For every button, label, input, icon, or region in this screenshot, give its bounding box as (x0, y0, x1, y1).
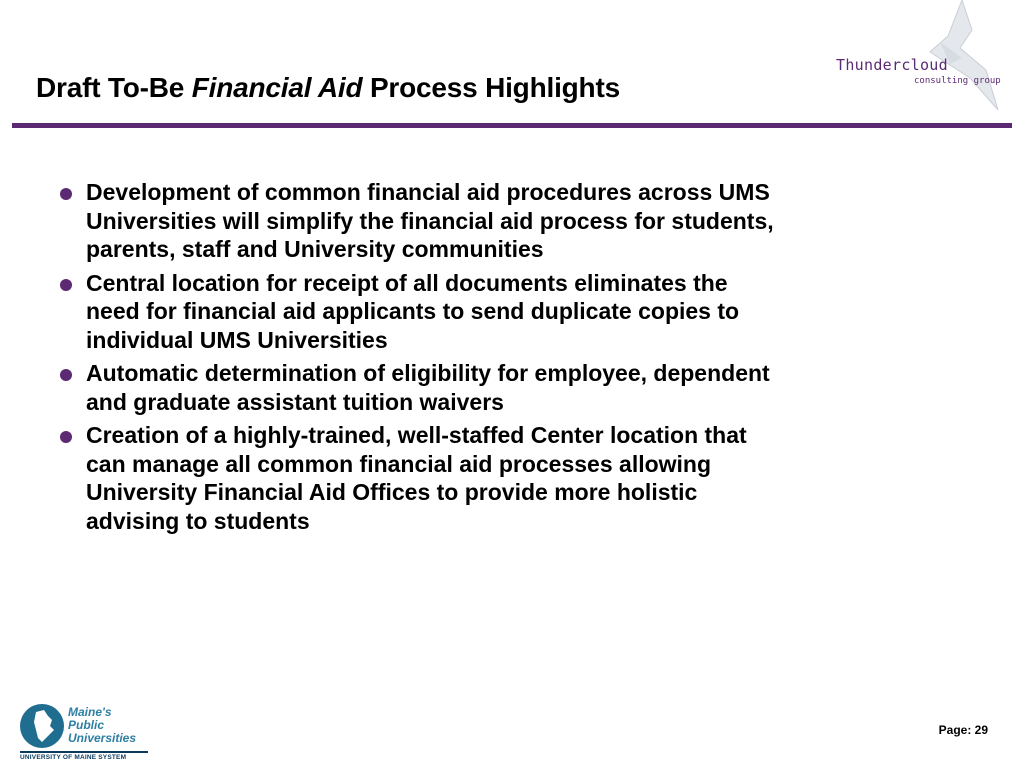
bullet-dot-icon (60, 431, 72, 443)
bullet-dot-icon (60, 369, 72, 381)
mpu-system-text: UNIVERSITY OF MAINE SYSTEM (20, 754, 127, 761)
slide-title (36, 72, 620, 104)
bullet-dot-icon (60, 188, 72, 200)
bullet-text: Central location for receipt of all documents eliminates the need for financial aid applicants to send duplicate copies to individual UMS Universities (86, 269, 740, 353)
bullet-item (58, 178, 958, 264)
title-part-1: Draft To-Be (36, 72, 192, 103)
bullet-list (58, 178, 958, 540)
mpu-logo-text: Maine's Public Universities (68, 705, 137, 745)
bullet-text: Development of common financial aid procedures across UMS Universities will simplify the financial aid process for students, parents, staff and University communities (86, 179, 774, 262)
bullet-item (58, 359, 958, 416)
bullet-text: Creation of a highly-trained, well-staffed Center location that can manage all common financial aid processes allowing University Financial Aid Offices to provide more holistic advising to students (86, 422, 747, 534)
title-part-3: Process Highlights (362, 72, 620, 103)
maine-map-icon (18, 702, 66, 750)
title-divider (12, 123, 1012, 128)
logo-sub-text: consulting group (914, 76, 1001, 86)
title-part-2: Financial Aid (191, 72, 363, 103)
bullet-text: Automatic determination of eligibility for employee, dependent and graduate assistant tuition waivers (86, 360, 770, 415)
maines-public-universities-logo (18, 702, 152, 762)
bullet-item (58, 269, 958, 355)
bullet-dot-icon (60, 279, 72, 291)
bullet-item (58, 421, 958, 535)
thundercloud-logo (830, 0, 1020, 120)
lightning-bolt-icon (900, 0, 1010, 110)
mpu-logo-rule (20, 751, 148, 753)
page-number: Page: 29 (938, 723, 988, 737)
logo-brand-text: Thundercloud (836, 56, 948, 74)
